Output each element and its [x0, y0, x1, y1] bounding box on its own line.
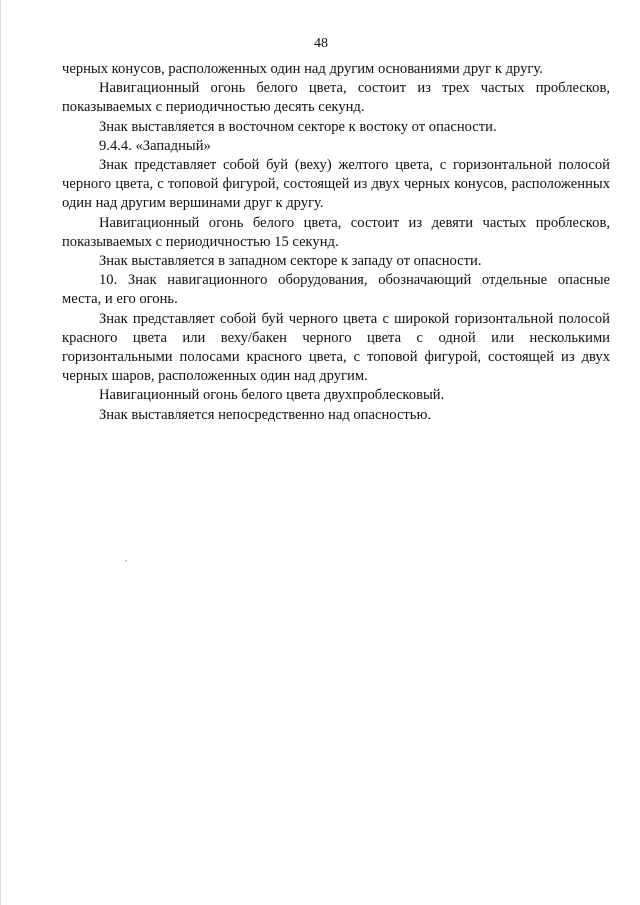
section-heading-west: 9.4.4. «Западный»	[99, 137, 211, 154]
paragraph-isolated-danger-light: Навигационный огонь белого цвета двухпроблесковый.	[99, 387, 445, 404]
paragraph-west-placement: Знак выставляется в западном секторе к западу от опасности.	[99, 253, 482, 270]
paragraph-west-light: Навигационный огонь белого цвета, состоит из девяти частых проблесков, показываемых с периодичностью 15 секунд.	[62, 214, 610, 250]
paragraph-east-placement: Знак выставляется в восточном секторе к востоку от опасности.	[99, 118, 497, 135]
paragraph-continuation: черных конусов, расположенных один над другим основаниями друг к другу.	[62, 61, 543, 77]
scan-speck	[125, 560, 127, 562]
paragraph-isolated-danger-placement: Знак выставляется непосредственно над опасностью.	[99, 406, 432, 423]
paragraph-east-light: Навигационный огонь белого цвета, состоит из трех частых проблесков, показываемых с периодичностью десять секунд.	[62, 80, 610, 116]
section-heading-isolated-danger: 10. Знак навигационного оборудования, обозначающий отдельные опасные места, и его огонь.	[62, 272, 610, 308]
document-body	[62, 60, 610, 425]
paragraph-west-description: Знак представляет собой буй (веху) желтого цвета, с горизонтальной полосой черного цвета, с топовой фигурой, состоящей из двух черных конусов, расположенных один над другим вершинами друг к другу.	[62, 157, 610, 212]
page-number: 48	[314, 36, 328, 51]
paragraph-isolated-danger-description: Знак представляет собой буй черного цвета с широкой горизонтальной полосой красного цвета или веху/бакен черного цвета с одной или несколькими горизонтальными полосами красного цвета, с топовой фигурой, состоящей из двух черных шаров, расположенных один над другим.	[62, 310, 610, 385]
